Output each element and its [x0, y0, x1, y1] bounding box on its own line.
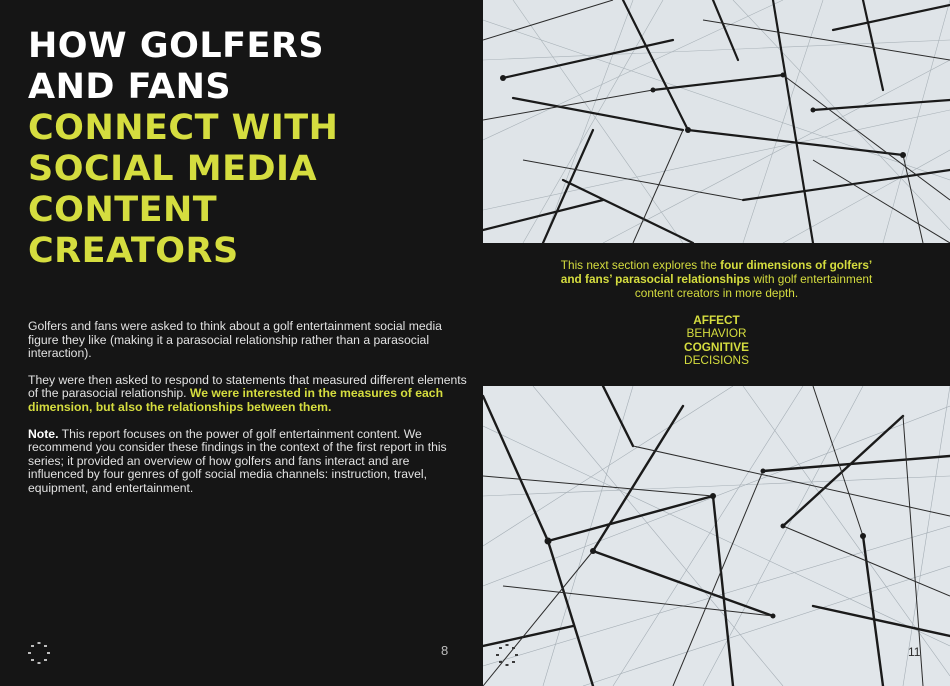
dimension-item-cognitive: COGNITIVE [684, 339, 749, 354]
network-photo-bottom [483, 386, 950, 686]
highlight-text: We were interested in the measures of each dimension, but also the relationships between them. [28, 386, 444, 414]
network-photo [483, 0, 950, 243]
dimension-item-affect: AFFECT [693, 312, 740, 327]
heading-line: AND FANS [28, 67, 232, 107]
paragraph-intro: Golfers and fans were asked to think about a golf entertainment social media figure they like (making it a parasocial relationship rather than a parasocial interaction). [28, 319, 442, 361]
page-number: 11 [908, 645, 921, 659]
note-label: Note. [28, 426, 59, 441]
dimension-list [483, 314, 950, 368]
note-text: This report focuses on the power of golf entertainment content. We recommend you consider these findings in the context of the first report in this series; it provided an overview of how golfers and fans interact and are influenced by four genres of golf social media channels: instruction, travel, equipment, and entertainment. [28, 426, 447, 495]
heading-line: SOCIAL MEDIA [28, 149, 318, 189]
paragraph-note [28, 428, 468, 496]
dimensions-band [483, 243, 950, 386]
section-intro [552, 258, 882, 301]
paragraph-measures [28, 374, 468, 415]
paragraph-text: They were then asked to respond to statements that measured different elements of the parasocial relationship. [28, 372, 467, 401]
intro-text: This next section explores the [560, 258, 721, 272]
dimension-item-behavior: BEHAVIOR [686, 326, 747, 341]
right-page [483, 0, 950, 686]
logo-mark-icon [495, 643, 519, 667]
network-photo-top [483, 0, 950, 243]
logo-mark-icon [27, 641, 51, 665]
heading-line: CREATORS [28, 231, 239, 271]
heading-line: CONNECT WITH [28, 108, 339, 148]
network-photo [483, 386, 950, 686]
body-text [28, 320, 468, 509]
intro-text: with golf entertainment content creators in more depth. [634, 272, 873, 301]
page-number: 8 [441, 643, 449, 658]
heading-line: HOW GOLFERS [28, 26, 325, 66]
page-heading [28, 26, 338, 272]
dimension-item-decisions: DECISIONS [684, 353, 749, 368]
intro-highlight: four dimensions of golfers’ and fans’ parasocial relationships [560, 258, 873, 287]
heading-line: CONTENT [28, 190, 218, 230]
